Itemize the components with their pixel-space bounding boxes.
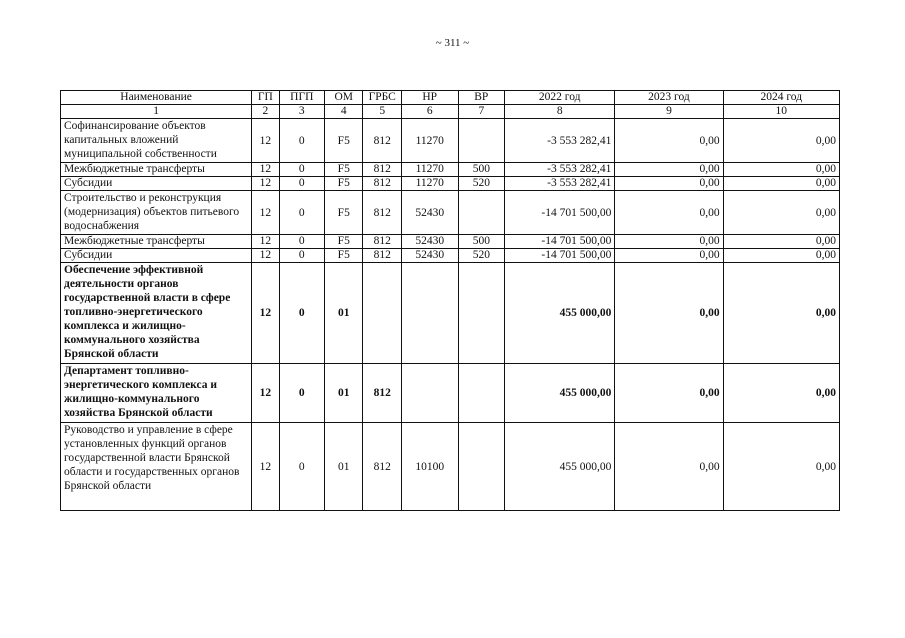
row-gp: 12 bbox=[252, 423, 279, 511]
header-cell-grbs: ГРБС bbox=[363, 91, 401, 105]
row-om: F5 bbox=[325, 191, 363, 235]
row-grbs: 812 bbox=[363, 191, 401, 235]
column-number: 2 bbox=[252, 105, 279, 119]
row-name: Департамент топливно-энергетического комплекса и жилищно-коммунального хозяйства Брянской области bbox=[61, 364, 252, 423]
header-cell-2022: 2022 год bbox=[505, 91, 615, 105]
row-name: Строительство и реконструкция (модернизация) объектов питьевого водоснабжения bbox=[61, 191, 252, 235]
row-om: F5 bbox=[325, 249, 363, 263]
row-vr: 500 bbox=[458, 163, 505, 177]
row-pgp: 0 bbox=[279, 235, 325, 249]
row-2023: 0,00 bbox=[615, 364, 723, 423]
table-row bbox=[61, 249, 840, 263]
row-om: 01 bbox=[325, 423, 363, 511]
row-grbs: 812 bbox=[363, 163, 401, 177]
row-gp: 12 bbox=[252, 177, 279, 191]
header-cell-2023: 2023 год bbox=[615, 91, 723, 105]
row-nr: 52430 bbox=[401, 191, 458, 235]
row-2024: 0,00 bbox=[723, 364, 839, 423]
header-cell-vr: ВР bbox=[458, 91, 505, 105]
column-number: 6 bbox=[401, 105, 458, 119]
row-pgp: 0 bbox=[279, 191, 325, 235]
row-name: Руководство и управление в сфере установленных функций органов государственной власти Брянской области и государственных органов Брянской области bbox=[61, 423, 252, 511]
row-2022: -3 553 282,41 bbox=[505, 163, 615, 177]
row-pgp: 0 bbox=[279, 177, 325, 191]
row-name: Субсидии bbox=[61, 177, 252, 191]
row-pgp: 0 bbox=[279, 364, 325, 423]
column-number: 10 bbox=[723, 105, 839, 119]
row-2024: 0,00 bbox=[723, 263, 839, 364]
row-vr bbox=[458, 191, 505, 235]
column-number: 1 bbox=[61, 105, 252, 119]
row-gp: 12 bbox=[252, 119, 279, 163]
row-2024: 0,00 bbox=[723, 423, 839, 511]
column-number-row bbox=[61, 105, 840, 119]
row-nr: 11270 bbox=[401, 177, 458, 191]
row-gp: 12 bbox=[252, 249, 279, 263]
row-vr: 500 bbox=[458, 235, 505, 249]
table-row bbox=[61, 364, 840, 423]
row-vr: 520 bbox=[458, 249, 505, 263]
budget-table bbox=[60, 90, 840, 511]
row-grbs: 812 bbox=[363, 249, 401, 263]
row-2023: 0,00 bbox=[615, 423, 723, 511]
row-2022: 455 000,00 bbox=[505, 263, 615, 364]
row-vr: 520 bbox=[458, 177, 505, 191]
page-number: ~ 311 ~ bbox=[435, 37, 470, 49]
row-2023: 0,00 bbox=[615, 163, 723, 177]
row-2023: 0,00 bbox=[615, 263, 723, 364]
row-gp: 12 bbox=[252, 364, 279, 423]
row-nr: 11270 bbox=[401, 163, 458, 177]
table-row bbox=[61, 423, 840, 511]
row-vr bbox=[458, 263, 505, 364]
table-row bbox=[61, 235, 840, 249]
header-cell-gp: ГП bbox=[252, 91, 279, 105]
row-2024: 0,00 bbox=[723, 191, 839, 235]
row-grbs: 812 bbox=[363, 177, 401, 191]
row-vr bbox=[458, 423, 505, 511]
row-2022: 455 000,00 bbox=[505, 364, 615, 423]
row-name: Межбюджетные трансферты bbox=[61, 163, 252, 177]
column-number: 7 bbox=[458, 105, 505, 119]
header-cell-nr: НР bbox=[401, 91, 458, 105]
row-2024: 0,00 bbox=[723, 119, 839, 163]
column-number: 3 bbox=[279, 105, 325, 119]
row-2024: 0,00 bbox=[723, 249, 839, 263]
table-row bbox=[61, 263, 840, 364]
row-vr bbox=[458, 364, 505, 423]
row-pgp: 0 bbox=[279, 263, 325, 364]
row-2022: -3 553 282,41 bbox=[505, 177, 615, 191]
header-row bbox=[61, 91, 840, 105]
header-cell-2024: 2024 год bbox=[723, 91, 839, 105]
row-2024: 0,00 bbox=[723, 163, 839, 177]
row-nr: 11270 bbox=[401, 119, 458, 163]
row-pgp: 0 bbox=[279, 163, 325, 177]
row-om: F5 bbox=[325, 235, 363, 249]
row-grbs: 812 bbox=[363, 364, 401, 423]
row-2023: 0,00 bbox=[615, 235, 723, 249]
table-row bbox=[61, 191, 840, 235]
row-2023: 0,00 bbox=[615, 191, 723, 235]
row-name: Межбюджетные трансферты bbox=[61, 235, 252, 249]
row-nr bbox=[401, 364, 458, 423]
row-gp: 12 bbox=[252, 235, 279, 249]
row-2023: 0,00 bbox=[615, 177, 723, 191]
row-gp: 12 bbox=[252, 163, 279, 177]
row-name: Обеспечение эффективной деятельности органов государственной власти в сфере топливно-энергетического комплекса и жилищно-коммунального хозяйства Брянской области bbox=[61, 263, 252, 364]
row-2024: 0,00 bbox=[723, 235, 839, 249]
column-number: 5 bbox=[363, 105, 401, 119]
header-cell-name: Наименование bbox=[61, 91, 252, 105]
table-row bbox=[61, 177, 840, 191]
row-om: 01 bbox=[325, 263, 363, 364]
row-2022: -3 553 282,41 bbox=[505, 119, 615, 163]
row-nr bbox=[401, 263, 458, 364]
row-om: 01 bbox=[325, 364, 363, 423]
row-2022: -14 701 500,00 bbox=[505, 235, 615, 249]
row-name: Субсидии bbox=[61, 249, 252, 263]
row-om: F5 bbox=[325, 119, 363, 163]
row-grbs: 812 bbox=[363, 423, 401, 511]
row-pgp: 0 bbox=[279, 119, 325, 163]
header-cell-pgp: ПГП bbox=[279, 91, 325, 105]
row-2023: 0,00 bbox=[615, 249, 723, 263]
column-number: 4 bbox=[325, 105, 363, 119]
row-nr: 52430 bbox=[401, 249, 458, 263]
row-gp: 12 bbox=[252, 263, 279, 364]
row-2022: 455 000,00 bbox=[505, 423, 615, 511]
row-name: Софинансирование объектов капитальных вложений муниципальной собственности bbox=[61, 119, 252, 163]
row-pgp: 0 bbox=[279, 423, 325, 511]
row-nr: 52430 bbox=[401, 235, 458, 249]
column-number: 9 bbox=[615, 105, 723, 119]
column-number: 8 bbox=[505, 105, 615, 119]
row-grbs: 812 bbox=[363, 119, 401, 163]
table-row bbox=[61, 163, 840, 177]
row-gp: 12 bbox=[252, 191, 279, 235]
row-om: F5 bbox=[325, 177, 363, 191]
header-cell-om: ОМ bbox=[325, 91, 363, 105]
table-row bbox=[61, 119, 840, 163]
row-vr bbox=[458, 119, 505, 163]
row-grbs: 812 bbox=[363, 235, 401, 249]
row-nr: 10100 bbox=[401, 423, 458, 511]
row-2022: -14 701 500,00 bbox=[505, 249, 615, 263]
row-om: F5 bbox=[325, 163, 363, 177]
row-grbs bbox=[363, 263, 401, 364]
row-2022: -14 701 500,00 bbox=[505, 191, 615, 235]
row-2024: 0,00 bbox=[723, 177, 839, 191]
row-pgp: 0 bbox=[279, 249, 325, 263]
row-2023: 0,00 bbox=[615, 119, 723, 163]
